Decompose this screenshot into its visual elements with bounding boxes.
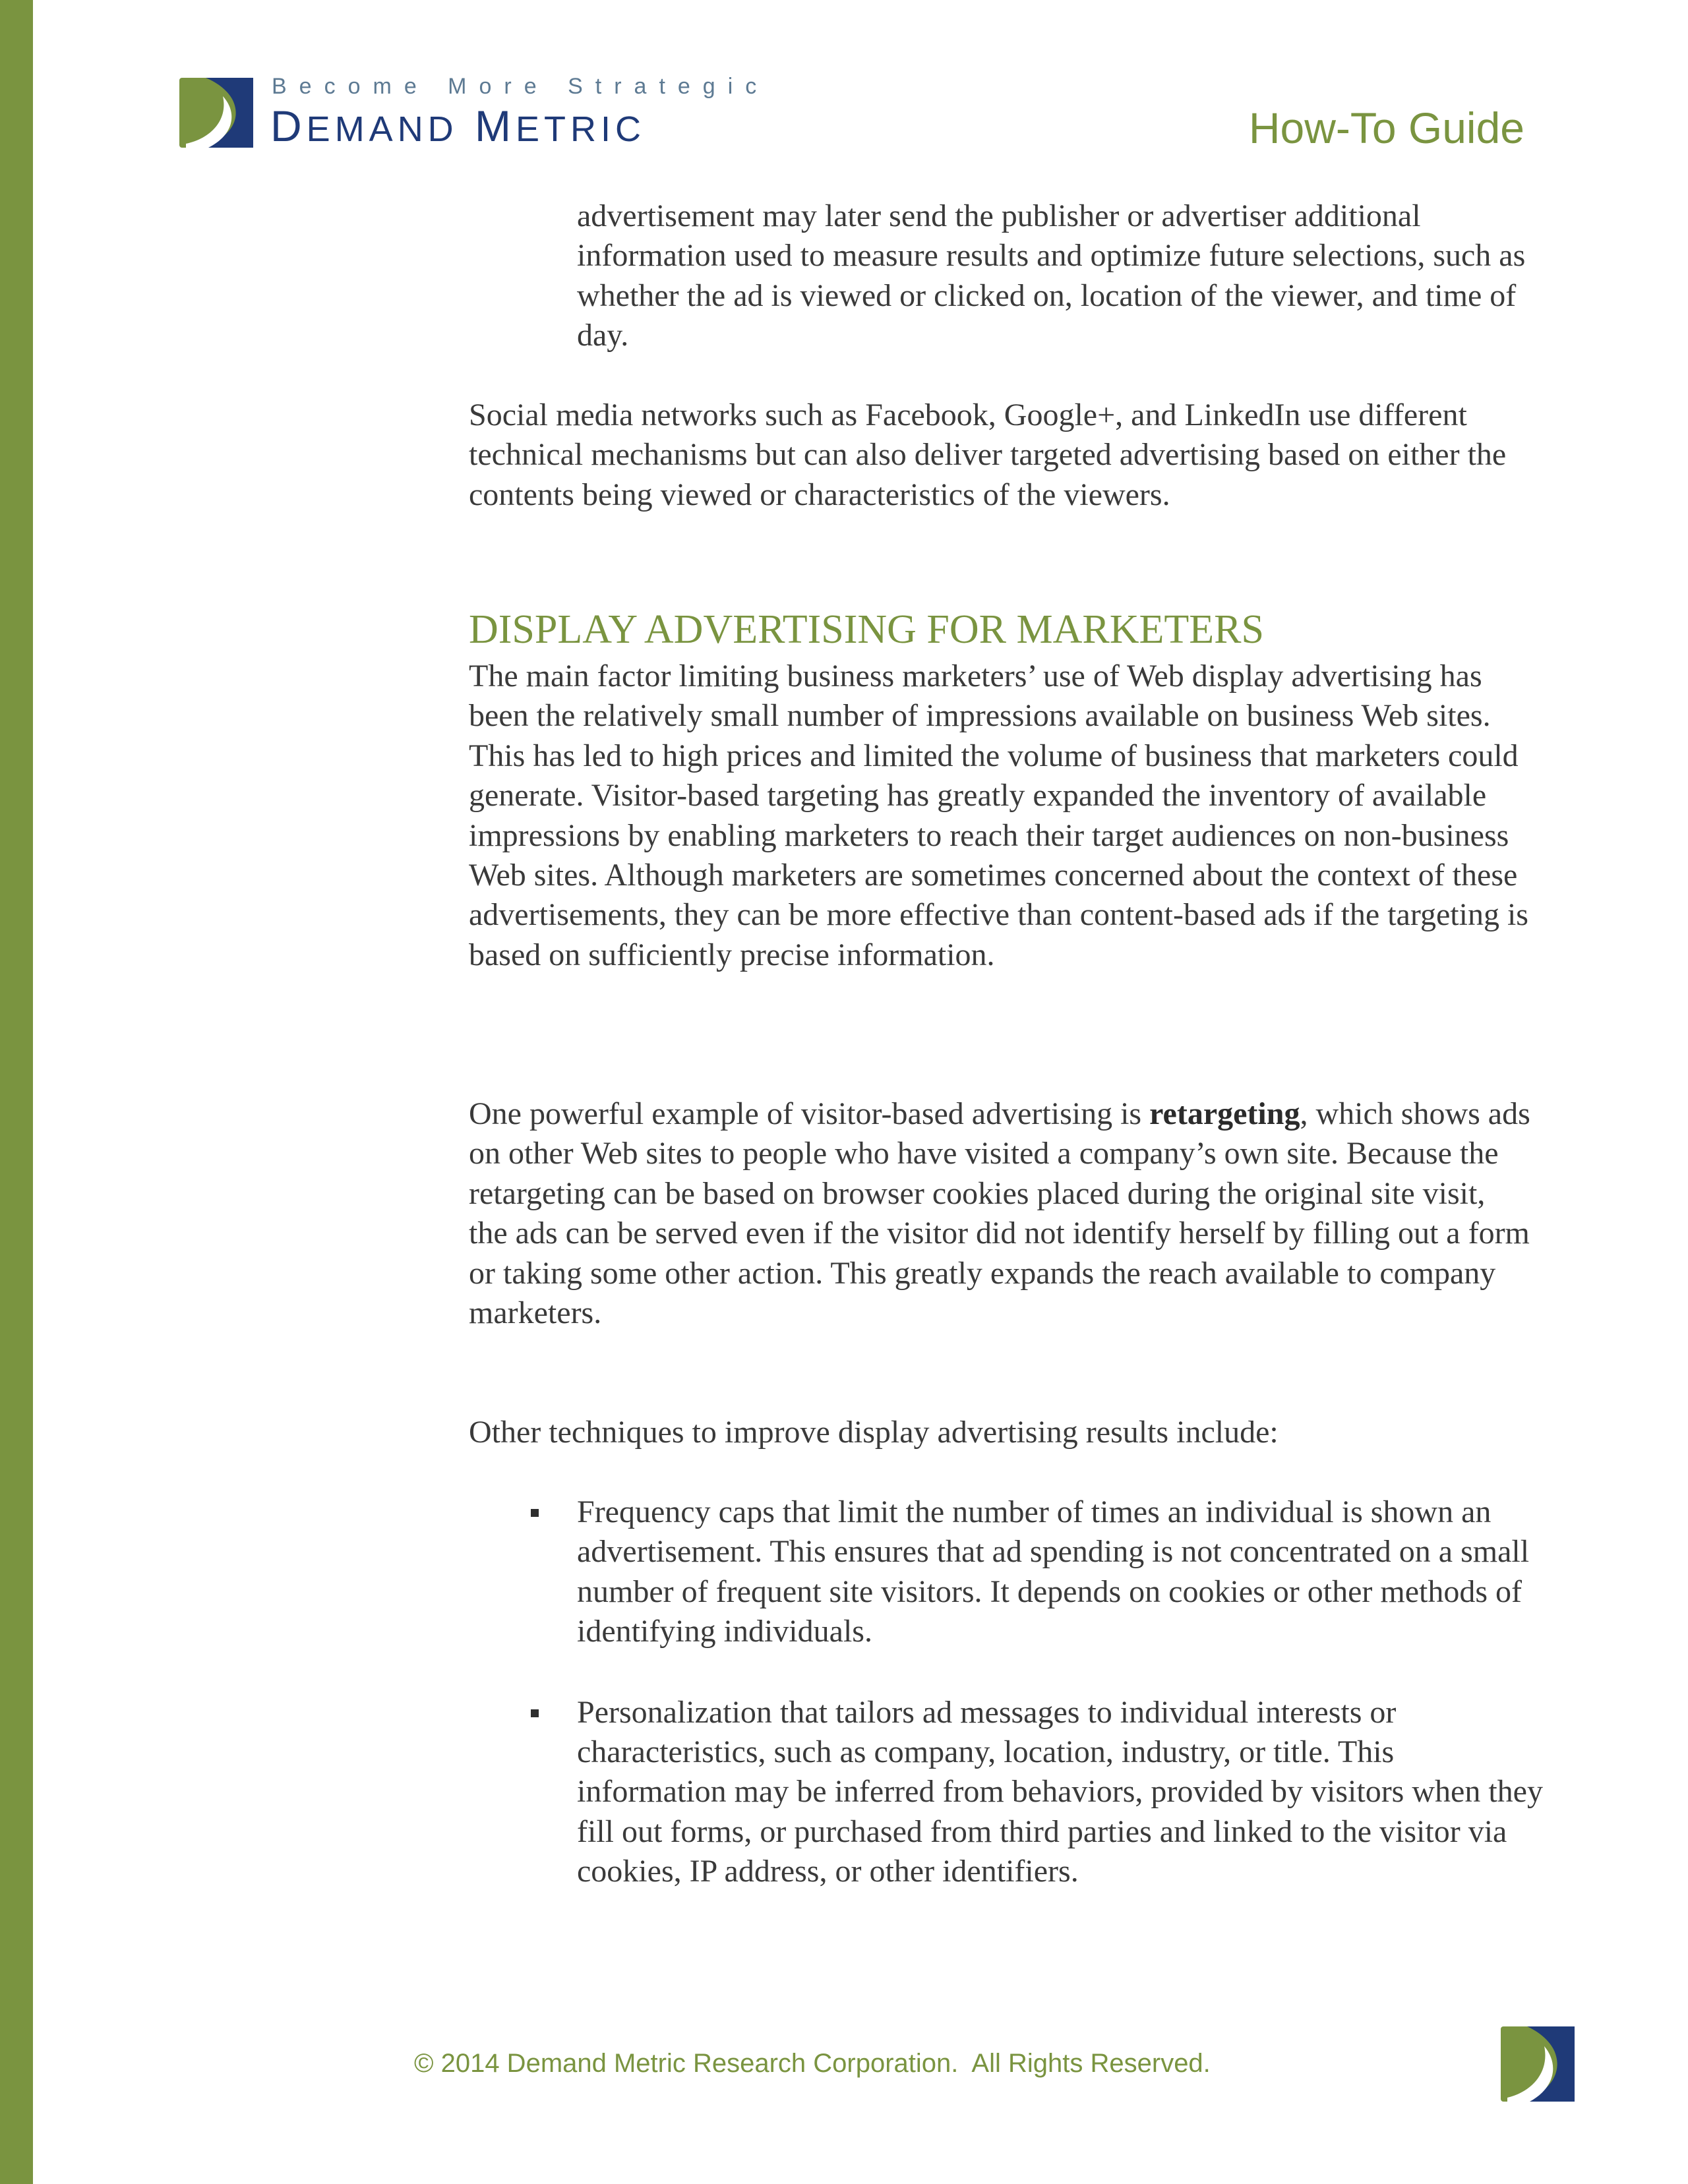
list-item-text: Personalization that tailors ad messages to individual interests or characteristics, such as company, location, industry, or title. This information may be inferred from behaviors, provided by visitors when they fill out forms, or purchased from third parties and linked to the visitor via cookies, IP address, or other identifiers. <box>577 1694 1543 1889</box>
list-item-text: Frequency caps that limit the number of times an individual is shown an advertisement. This ensures that ad spending is not concentrated on a small number of frequent site visitors. It depends on cookies or other methods of identifying individuals. <box>577 1494 1530 1649</box>
copyright-footer: © 2014 Demand Metric Research Corporation. All Rights Reserved. <box>414 2049 1211 2078</box>
continuation-paragraph: advertisement may later send the publisher or advertiser additional information used to measure results and optimize future selections, such as whether the ad is viewed or clicked on, location of the viewer, and time of day. <box>577 198 1526 353</box>
demand-metric-logo-icon <box>179 78 253 148</box>
square-bullet-icon <box>531 1709 539 1717</box>
retargeting-term: retargeting <box>1149 1096 1300 1131</box>
techniques-list <box>469 1492 1550 1933</box>
brand-tagline: Become More Strategic <box>272 74 769 99</box>
section-heading: DISPLAY ADVERTISING FOR MARKETERS <box>469 607 1265 652</box>
demand-metric-logo-icon <box>1501 2026 1575 2102</box>
left-accent-bar <box>0 0 33 2184</box>
brand-name: DEMAND METRIC <box>270 102 646 150</box>
retargeting-text-before: One powerful example of visitor-based advertising is <box>469 1096 1150 1131</box>
guide-title: How-To Guide <box>1248 103 1524 152</box>
square-bullet-icon <box>531 1509 539 1517</box>
list-item <box>469 1492 1550 1652</box>
social-media-paragraph: Social media networks such as Facebook, Google+, and LinkedIn use different technical mechanisms but can also deliver targeted advertising based on either the contents being viewed or characteristics of the viewers. <box>469 398 1507 512</box>
other-techniques-intro: Other techniques to improve display advertising results include: <box>469 1415 1279 1450</box>
list-item <box>469 1693 1550 1892</box>
main-factor-paragraph: The main factor limiting business marketers’ use of Web display advertising has been the relatively small number of impressions available on business Web sites. This has led to high prices and limited the volume of business that marketers could generate. Visitor-based targeting has greatly expanded the inventory of available impressions by enabling marketers to reach their target audiences on non-business Web sites. Although marketers are sometimes concerned about the context of these advertisements, they can be more effective than content-based ads if the targeting is based on sufficiently precise information. <box>469 659 1528 972</box>
retargeting-paragraph <box>469 1094 1530 1333</box>
retargeting-text-after: , which shows ads on other Web sites to people who have visited a company’s own site. Because the retargeting can be based on browser cookies placed during the original site visit, the ads can be served even if the visitor did not identify herself by filling out a form or taking some other action. This greatly expands the reach available to company marketers. <box>469 1096 1530 1331</box>
